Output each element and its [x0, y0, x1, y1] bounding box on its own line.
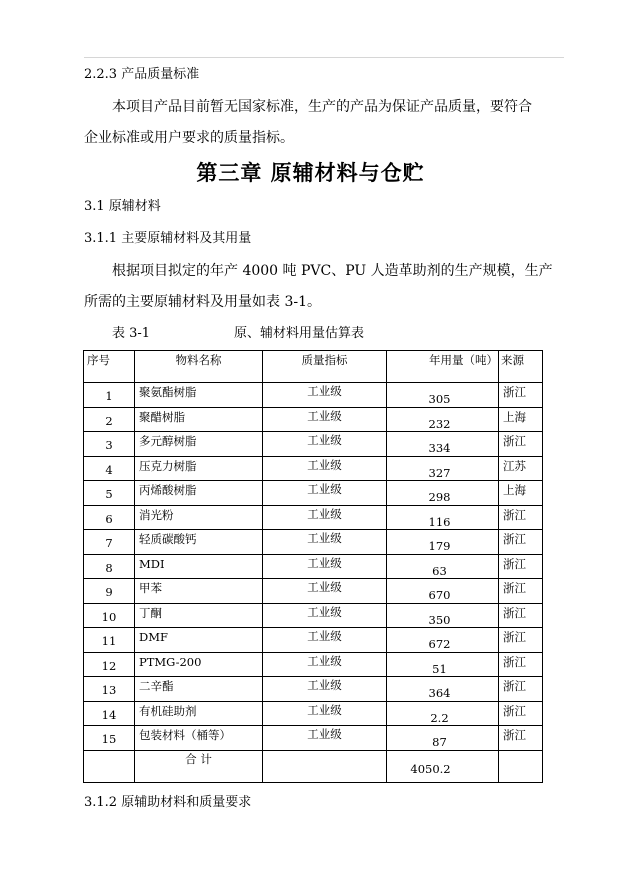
row-source-cell — [499, 701, 543, 726]
table-row — [84, 701, 543, 726]
row-quality-standard: 工业级 — [307, 457, 342, 472]
row-source-cell — [499, 407, 543, 432]
row-no-cell — [84, 579, 135, 604]
row-source: 浙江 — [503, 630, 526, 644]
row-source-cell — [499, 652, 543, 677]
table-caption-title: 原、辅材料用量估算表 — [234, 326, 365, 341]
row-source: 浙江 — [503, 581, 526, 595]
table-row — [84, 481, 543, 506]
total-label: 合 计 — [185, 751, 212, 766]
row-annual-quantity: 305 — [428, 392, 451, 406]
row-material-name-cell — [135, 530, 263, 555]
row-no: 6 — [105, 511, 113, 526]
row-source: 浙江 — [503, 532, 526, 546]
row-no: 12 — [101, 658, 117, 673]
row-quality-standard: 工业级 — [307, 653, 342, 668]
row-no: 3 — [105, 438, 113, 452]
row-source: 浙江 — [503, 703, 526, 718]
row-annual-quantity: 87 — [432, 735, 447, 749]
row-no-cell — [84, 628, 135, 653]
table-caption-number: 表 3-1 — [112, 326, 151, 341]
section-3-1-1-heading: 3.1.1 主要原辅材料及其用量 — [84, 231, 252, 246]
header-no-cell — [84, 351, 135, 383]
row-material-name-cell — [135, 628, 263, 653]
row-material-name-cell — [135, 481, 263, 506]
row-annual-quantity: 334 — [428, 441, 451, 455]
row-quality-standard: 工业级 — [307, 629, 342, 643]
row-quality-standard: 工业级 — [307, 506, 342, 521]
row-quality-standard: 工业级 — [307, 702, 342, 717]
row-material-name-cell — [135, 579, 263, 604]
total-blank-cell-3 — [499, 750, 543, 782]
row-source: 江苏 — [503, 458, 526, 473]
row-annual-quantity-cell — [387, 456, 499, 481]
row-no: 4 — [105, 462, 113, 477]
row-material-name-cell — [135, 456, 263, 481]
row-source-cell — [499, 677, 543, 702]
row-material-name-cell — [135, 554, 263, 579]
row-no-cell — [84, 456, 135, 481]
header-standard-cell — [263, 351, 387, 383]
row-material-name-cell — [135, 726, 263, 751]
section-2-2-3-heading: 2.2.3 产品质量标准 — [84, 67, 200, 82]
row-source: 浙江 — [503, 434, 526, 448]
section-2-2-3-paragraph-line1: 本项目产品目前暂无国家标准，生产的产品为保证产品质量，要符合 — [112, 99, 532, 115]
row-quality-standard-cell — [263, 628, 387, 653]
row-no-cell — [84, 407, 135, 432]
table-row — [84, 603, 543, 628]
row-no: 7 — [105, 536, 113, 550]
row-source-cell — [499, 432, 543, 457]
row-quality-standard: 工业级 — [307, 531, 342, 545]
section-3-1-1-paragraph-line1: 根据项目拟定的年产 4000 吨 PVC、PU 人造革助剂的生产规模，生产 — [112, 263, 553, 279]
row-annual-quantity: 298 — [428, 490, 451, 504]
row-no-cell — [84, 726, 135, 751]
row-quality-standard-cell — [263, 505, 387, 530]
table-row — [84, 652, 543, 677]
chapter-title: 第三章 原辅材料与仓贮 — [196, 160, 425, 185]
row-material-name: 有机硅助剂 — [139, 703, 197, 718]
row-source-cell — [499, 481, 543, 506]
row-annual-quantity-cell — [387, 579, 499, 604]
row-quality-standard-cell — [263, 726, 387, 751]
materials-table — [83, 350, 543, 783]
table-row — [84, 579, 543, 604]
table-row — [84, 456, 543, 481]
row-no: 13 — [101, 683, 117, 697]
row-no: 2 — [105, 413, 113, 428]
row-annual-quantity: 672 — [428, 637, 451, 651]
header-standard: 质量指标 — [301, 353, 348, 367]
row-source: 浙江 — [503, 679, 526, 693]
row-annual-quantity-cell — [387, 726, 499, 751]
row-source: 浙江 — [503, 728, 526, 742]
row-annual-quantity-cell — [387, 628, 499, 653]
row-no-cell — [84, 677, 135, 702]
row-quality-standard-cell — [263, 677, 387, 702]
table-total-row — [84, 750, 543, 782]
row-quality-standard: 工业级 — [307, 384, 342, 398]
row-quality-standard: 工业级 — [307, 604, 342, 619]
row-annual-quantity: 232 — [428, 416, 451, 431]
row-annual-quantity: 116 — [428, 514, 451, 529]
row-quality-standard: 工业级 — [307, 408, 342, 423]
row-annual-quantity: 2.2 — [430, 710, 449, 725]
row-material-name: 聚氨酯树脂 — [139, 385, 197, 399]
header-name-cell — [135, 351, 263, 383]
row-material-name: 二辛酯 — [139, 679, 174, 693]
row-quality-standard-cell — [263, 407, 387, 432]
row-quality-standard-cell — [263, 603, 387, 628]
table-row — [84, 530, 543, 555]
row-quality-standard-cell — [263, 530, 387, 555]
total-label-cell — [135, 750, 263, 782]
row-no-cell — [84, 505, 135, 530]
row-annual-quantity-cell — [387, 701, 499, 726]
row-annual-quantity: 51 — [432, 661, 447, 676]
row-source: 浙江 — [503, 654, 526, 669]
row-annual-quantity-cell — [387, 652, 499, 677]
row-annual-quantity: 364 — [428, 686, 451, 700]
row-quality-standard-cell — [263, 554, 387, 579]
row-source-cell — [499, 456, 543, 481]
row-material-name: MDI — [139, 556, 165, 571]
row-no: 10 — [101, 609, 117, 624]
table-row — [84, 628, 543, 653]
total-value-cell — [387, 750, 499, 782]
row-material-name: 多元醇树脂 — [139, 434, 197, 448]
row-source-cell — [499, 554, 543, 579]
row-source-cell — [499, 579, 543, 604]
row-quality-standard: 工业级 — [307, 555, 342, 570]
row-annual-quantity: 327 — [428, 465, 451, 480]
row-quality-standard: 工业级 — [307, 580, 342, 594]
row-source: 上海 — [503, 483, 526, 497]
row-source-cell — [499, 383, 543, 408]
row-annual-quantity-cell — [387, 603, 499, 628]
table-row — [84, 505, 543, 530]
row-material-name-cell — [135, 652, 263, 677]
header-no: 序号 — [87, 353, 110, 367]
row-annual-quantity-cell — [387, 481, 499, 506]
row-annual-quantity: 670 — [428, 588, 451, 602]
row-material-name-cell — [135, 383, 263, 408]
row-annual-quantity-cell — [387, 432, 499, 457]
row-quality-standard: 工业级 — [307, 433, 342, 447]
row-material-name: 消光粉 — [139, 507, 174, 522]
total-blank-cell-2 — [263, 750, 387, 782]
row-source-cell — [499, 726, 543, 751]
table-row — [84, 554, 543, 579]
total-value: 4050.2 — [410, 761, 451, 776]
row-material-name-cell — [135, 432, 263, 457]
row-source-cell — [499, 530, 543, 555]
header-quantity: 年用量（吨） — [429, 353, 498, 367]
row-material-name: PTMG-200 — [139, 654, 202, 669]
row-annual-quantity-cell — [387, 505, 499, 530]
row-source: 上海 — [503, 409, 526, 424]
row-no-cell — [84, 383, 135, 408]
row-material-name: 丁酮 — [139, 605, 162, 620]
row-no-cell — [84, 530, 135, 555]
row-no: 8 — [105, 560, 113, 575]
row-annual-quantity: 63 — [432, 563, 447, 578]
header-source: 来源 — [501, 353, 524, 367]
row-no: 1 — [105, 389, 113, 403]
row-quality-standard-cell — [263, 432, 387, 457]
section-3-1-2-heading: 3.1.2 原辅助材料和质量要求 — [84, 795, 252, 810]
row-quality-standard-cell — [263, 579, 387, 604]
row-quality-standard-cell — [263, 456, 387, 481]
row-no: 5 — [105, 487, 113, 501]
row-no-cell — [84, 701, 135, 726]
row-no-cell — [84, 481, 135, 506]
table-header-row — [84, 351, 543, 383]
header-rule — [84, 57, 564, 58]
row-material-name: 甲苯 — [139, 581, 162, 595]
table-row — [84, 407, 543, 432]
row-material-name: 压克力树脂 — [139, 458, 197, 473]
row-quality-standard-cell — [263, 652, 387, 677]
row-source: 浙江 — [503, 605, 526, 620]
row-annual-quantity-cell — [387, 407, 499, 432]
row-no: 9 — [105, 585, 113, 599]
row-quality-standard: 工业级 — [307, 482, 342, 496]
row-source-cell — [499, 628, 543, 653]
row-material-name: DMF — [139, 630, 168, 644]
row-material-name: 轻质碳酸钙 — [139, 532, 197, 546]
row-quality-standard: 工业级 — [307, 727, 342, 741]
row-annual-quantity-cell — [387, 554, 499, 579]
row-material-name-cell — [135, 505, 263, 530]
row-annual-quantity-cell — [387, 383, 499, 408]
table-row — [84, 383, 543, 408]
section-3-1-1-paragraph-line2: 所需的主要原辅材料及用量如表 3-1。 — [84, 294, 321, 310]
row-no-cell — [84, 554, 135, 579]
row-material-name-cell — [135, 677, 263, 702]
row-no-cell — [84, 603, 135, 628]
row-material-name-cell — [135, 603, 263, 628]
row-no-cell — [84, 432, 135, 457]
header-source-cell — [499, 351, 543, 383]
header-quantity-cell — [387, 351, 499, 383]
header-name: 物料名称 — [175, 353, 222, 367]
total-blank-cell — [84, 750, 135, 782]
row-source-cell — [499, 603, 543, 628]
row-material-name-cell — [135, 407, 263, 432]
row-no: 11 — [101, 634, 117, 648]
table-row — [84, 432, 543, 457]
row-annual-quantity-cell — [387, 530, 499, 555]
row-material-name: 聚醋树脂 — [139, 409, 185, 424]
row-no-cell — [84, 652, 135, 677]
row-no: 14 — [101, 707, 117, 722]
row-material-name: 包装材料（桶等） — [139, 728, 231, 742]
table-row — [84, 726, 543, 751]
row-quality-standard-cell — [263, 383, 387, 408]
section-2-2-3-paragraph-line2: 企业标准或用户要求的质量指标。 — [84, 130, 294, 146]
row-source: 浙江 — [503, 507, 526, 522]
row-no: 15 — [101, 732, 117, 746]
row-source: 浙江 — [503, 385, 526, 399]
row-quality-standard-cell — [263, 481, 387, 506]
section-3-1-heading: 3.1 原辅材料 — [84, 199, 161, 214]
row-annual-quantity: 350 — [428, 612, 451, 627]
row-quality-standard: 工业级 — [307, 678, 342, 692]
row-annual-quantity-cell — [387, 677, 499, 702]
row-quality-standard-cell — [263, 701, 387, 726]
row-material-name-cell — [135, 701, 263, 726]
row-annual-quantity: 179 — [428, 539, 451, 553]
row-material-name: 丙烯酸树脂 — [139, 483, 197, 497]
row-source: 浙江 — [503, 556, 526, 571]
row-source-cell — [499, 505, 543, 530]
table-row — [84, 677, 543, 702]
